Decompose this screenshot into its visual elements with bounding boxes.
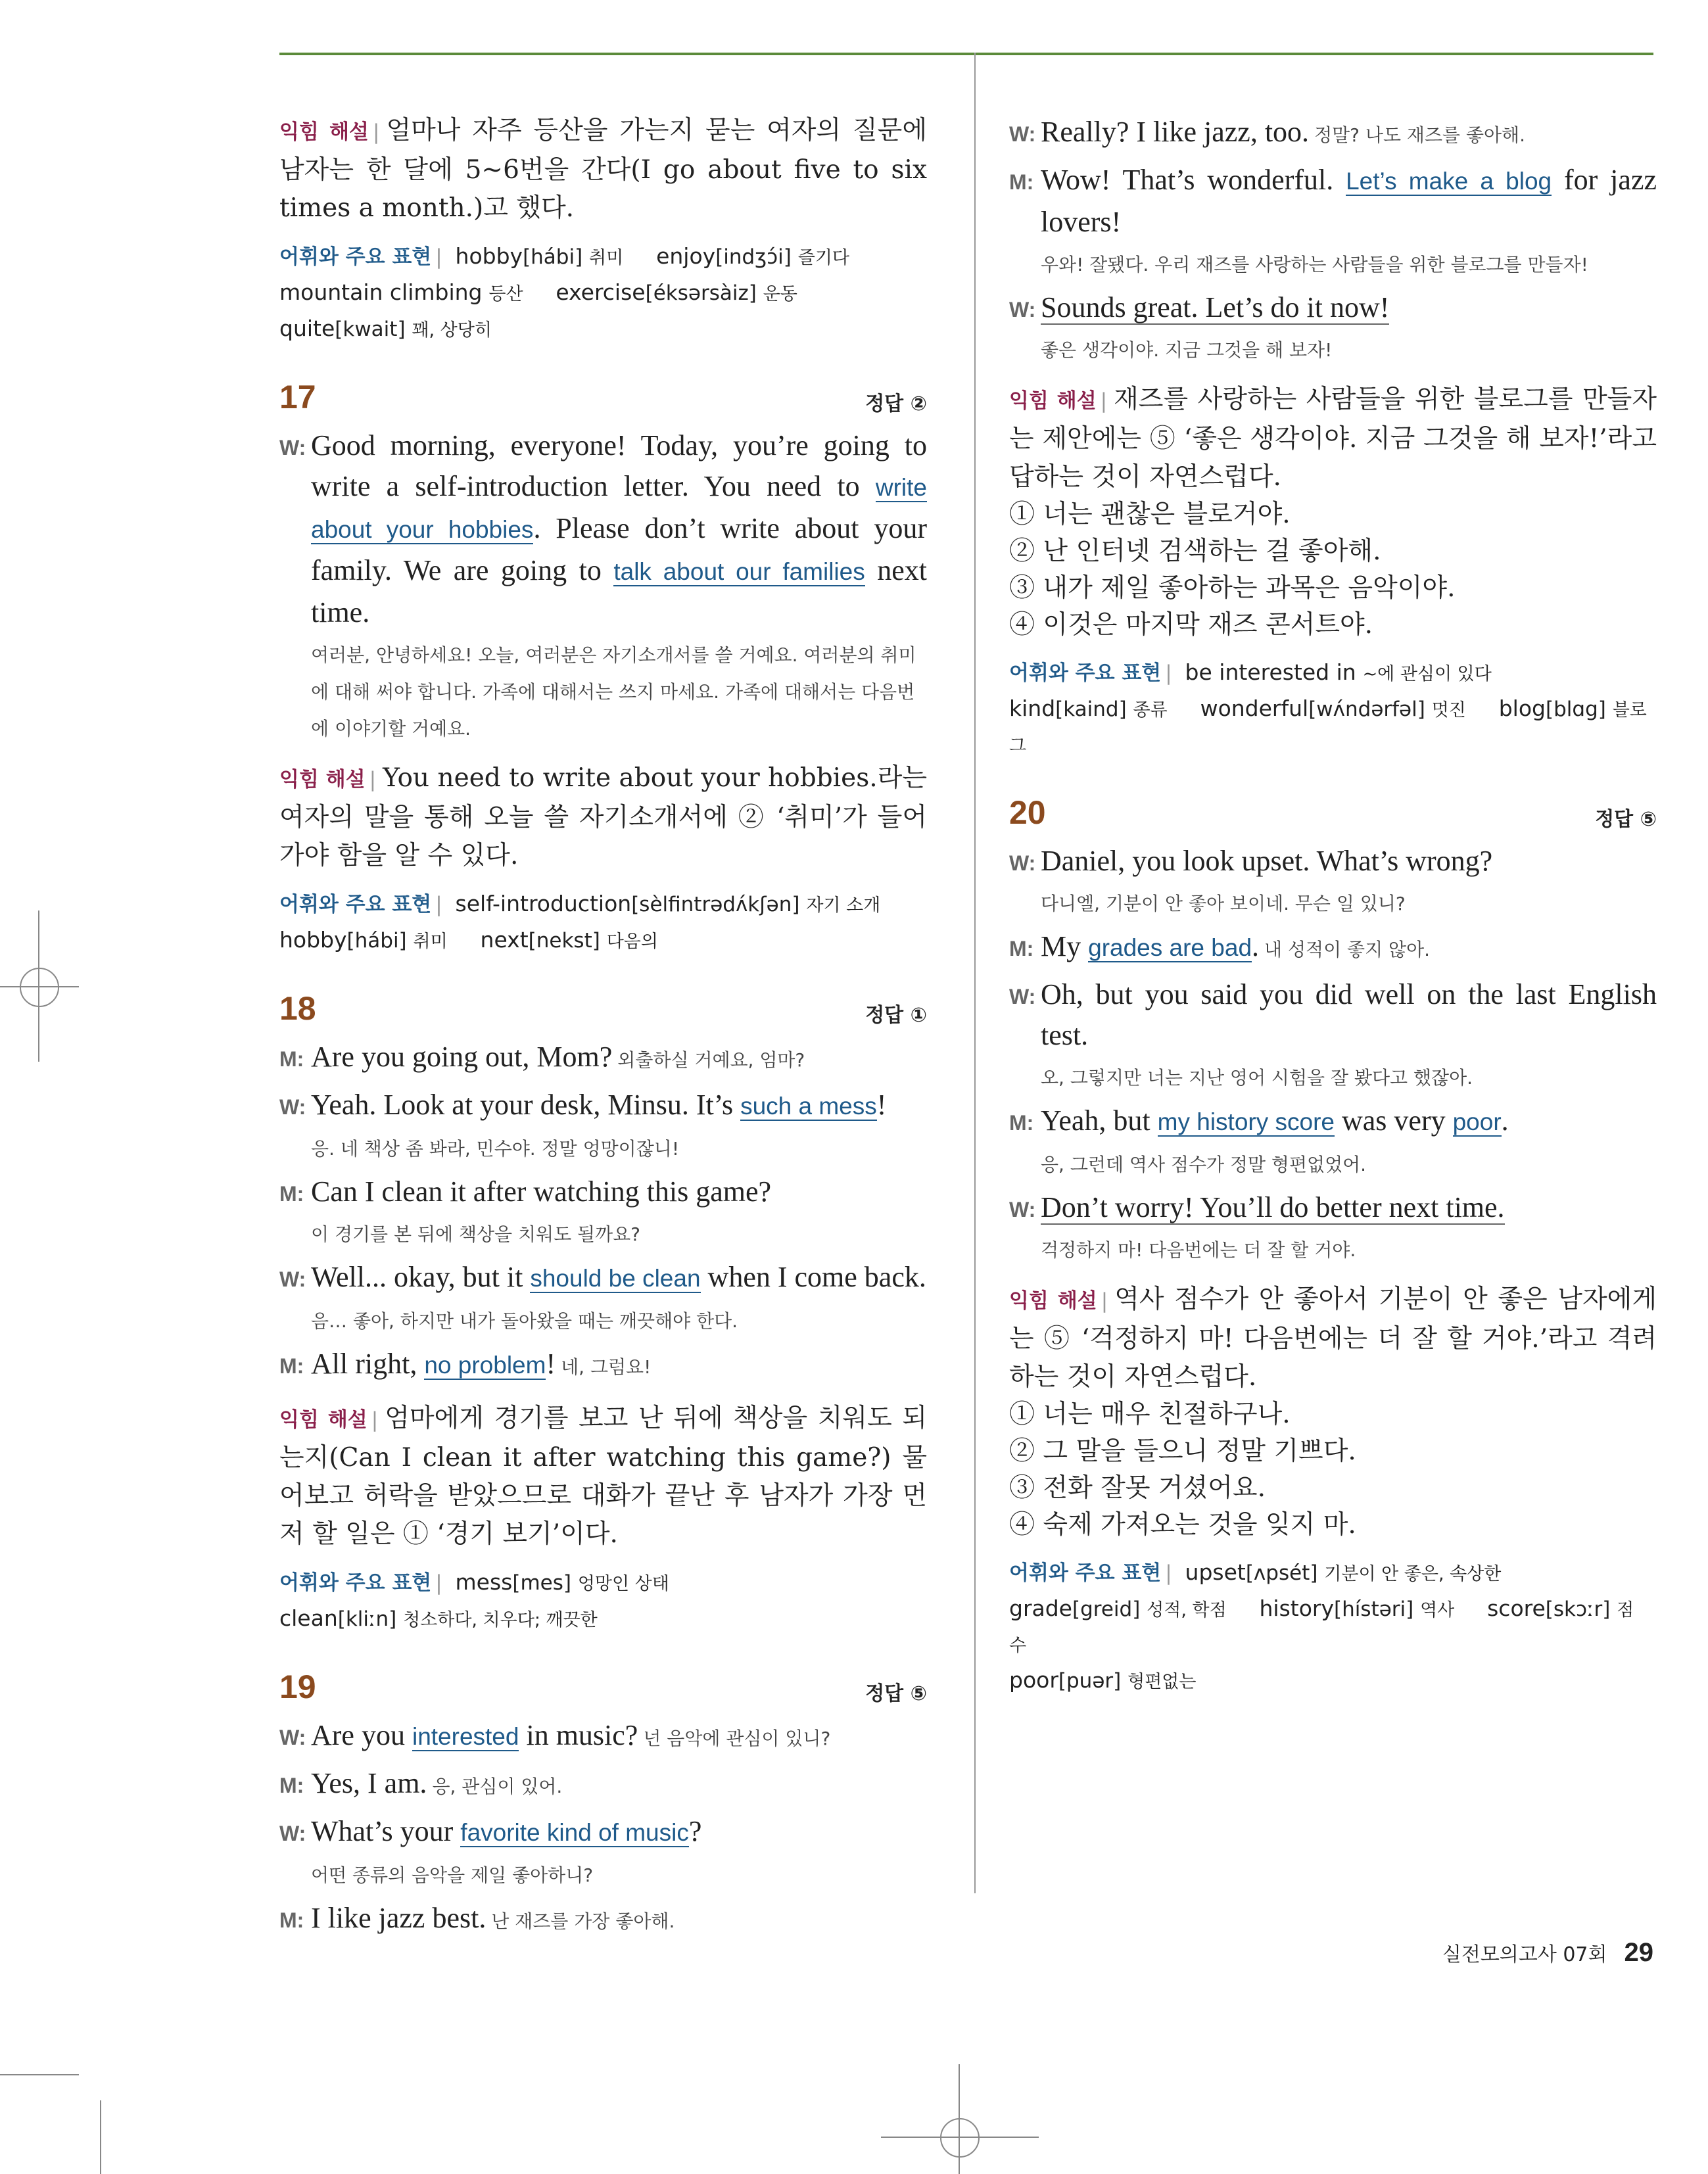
vocab-line: 어휘와 주요 표현 | self-introduction[sèlfintrədʌ́kʃən] 자기 소개: [279, 891, 881, 916]
dialogue-text: Good morning, everyone! Today, you’re going to write a self-introduction letter. You need to write about your hobbies. Please don’t write about your family. We are going to talk about our families next time.: [311, 429, 927, 628]
vocab-line: quite[kwait] 꽤, 상당히: [279, 316, 492, 341]
vocab-line: mountain climbing 등산 exercise[éksərsàiz] 운동: [279, 279, 797, 305]
answer-label: 정답 ①: [865, 1004, 927, 1027]
answer-label: 정답 ②: [865, 392, 927, 415]
option-item: ② 난 인터넷 검색하는 걸 좋아해.: [1009, 536, 1381, 566]
dialogue-line: [279, 425, 927, 633]
highlight-phrase: such a mess: [740, 1093, 877, 1120]
vocab-section: [279, 1565, 927, 1638]
option-item: ④ 이것은 마지막 재즈 콘서트야.: [1009, 610, 1373, 640]
translation: 응, 그런데 역사 점수가 정말 형편없었어.: [1041, 1154, 1367, 1175]
vocab-section: [279, 239, 927, 348]
translation: 좋은 생각이야. 지금 그것을 해 보자!: [1041, 339, 1333, 361]
option-item: ① 너는 매우 친절하구나.: [1009, 1400, 1291, 1429]
highlight-phrase: write about your hobbies: [311, 474, 927, 543]
vocab-line: 어휘와 주요 표현 | mess[mes] 엉망인 상태: [279, 1569, 669, 1595]
vocab-tag: 어휘와 주요 표현: [279, 245, 432, 269]
option-item: ① 너는 괜찮은 블로거야.: [1009, 500, 1291, 529]
page-footer: [1442, 1938, 1653, 1968]
page-number: 29: [1624, 1938, 1653, 1967]
translation: 오, 그렇지만 너는 지난 영어 시험을 잘 봤다고 했잖아.: [1041, 1067, 1473, 1089]
explanation-text: 얼마나 자주 등산을 가는지 묻는 여자의 질문에 남자는 한 달에 5~6번을 간다(I go about five to six times a month.)고 했다.: [279, 116, 927, 223]
translation: 이 경기를 본 뒤에 책상을 치워도 될까요?: [311, 1223, 641, 1245]
question-number: 18: [279, 990, 316, 1027]
registration-mark: [940, 2118, 980, 2158]
option-item: ③ 내가 제일 좋아하는 과목은 음악이야.: [1009, 573, 1456, 603]
dialogue-line: W: Don’t worry! You’ll do better next time.: [1009, 1191, 1505, 1223]
question-header-19: [279, 1668, 927, 1706]
dialogue-line: M: Can I clean it after watching this game?: [279, 1175, 772, 1208]
question-number: 17: [279, 379, 316, 415]
vocab-line: kind[kaind] 종류 wonderful[wʌ́ndərfəl] 멋진 blog[blɑg] 블로그: [1009, 696, 1647, 756]
highlight-phrase: interested: [412, 1723, 519, 1750]
crop-mark: [0, 2074, 79, 2075]
dialogue-line: M: Wow! That’s wonderful. Let’s make a blog for jazz lovers!: [1009, 164, 1657, 238]
highlight-phrase: favorite kind of music: [460, 1819, 689, 1846]
vocab-section: [279, 887, 927, 959]
option-item: ② 그 말을 들으니 정말 기쁘다.: [1009, 1436, 1356, 1466]
highlight-phrase: poor: [1452, 1108, 1502, 1135]
dialogue-line: M: Yeah, but my history score was very poor.: [1009, 1104, 1509, 1137]
option-item: ③ 전화 잘못 거셨어요.: [1009, 1473, 1266, 1503]
translation: 우와! 잘됐다. 우리 재즈를 사랑하는 사람들을 위한 블로그를 만들자!: [1041, 254, 1588, 275]
option-list: [1009, 1396, 1657, 1544]
highlight-phrase: should be clean: [530, 1265, 701, 1292]
option-item: ④ 숙제 가져오는 것을 잊지 마.: [1009, 1510, 1356, 1540]
translation: 걱정하지 마! 다음번에는 더 잘 할 거야.: [1041, 1239, 1356, 1261]
translation: 응. 네 책상 좀 봐라, 민수야. 정말 엉망이잖니!: [311, 1138, 680, 1160]
question-header-18: [279, 989, 927, 1028]
crop-mark: [100, 2100, 101, 2174]
q19-explanation-block: [1009, 381, 1657, 763]
speaker-label: W:: [279, 436, 306, 460]
answer-label: 정답 ⑤: [1595, 808, 1657, 831]
translation: 어떤 종류의 음악을 제일 좋아하니?: [311, 1864, 594, 1886]
option-list: [1009, 496, 1657, 644]
vocab-line: grade[greid] 성적, 학점 history[hístəri] 역사 score[skɔːr] 점수: [1009, 1595, 1634, 1656]
vocab-line: clean[kliːn] 청소하다, 치우다; 깨끗한: [279, 1605, 598, 1631]
q18-explanation-block: [279, 1400, 927, 1638]
vocab-line: 어휘와 주요 표현 | upset[ʌpsét] 기분이 안 좋은, 속상한: [1009, 1559, 1502, 1585]
dialogue-line: W: Really? I like jazz, too. 정말? 나도 재즈를 좋아해.: [1009, 116, 1526, 148]
dialogue-line: M: All right, no problem! 네, 그럼요!: [279, 1348, 652, 1380]
highlight-phrase: grades are bad: [1088, 934, 1252, 961]
explanation: 익힘 해설 | 엄마에게 경기를 보고 난 뒤에 책상을 치워도 되는지(Can I clean it after watching this game?) 물어보고 허락을 받았으므로 대화가 끝난 후 남자가 가장 먼저 할 일은 ① ‘경기 보기’이다.: [279, 1404, 927, 1549]
dialogue-line: W: Are you interested in music? 넌 음악에 관심이 있니?: [279, 1719, 831, 1751]
dialogue-line: W: Yeah. Look at your desk, Minsu. It’s such a mess!: [279, 1089, 887, 1121]
translation: 다니엘, 기분이 안 좋아 보이네. 무슨 일 있니?: [1041, 893, 1406, 914]
vocab-section: [1009, 1555, 1657, 1699]
registration-mark: [20, 968, 59, 1007]
highlight-phrase: no problem: [424, 1352, 546, 1379]
dialogue-line: W: Oh, but you said you did well on the last English test.: [1009, 978, 1657, 1051]
vocab-line: 어휘와 주요 표현 | hobby[hábi] 취미 enjoy[indʒɔ́i] 즐기다: [279, 243, 849, 269]
question-header-20: [1009, 793, 1657, 832]
q17-explanation-block: [279, 759, 927, 959]
explanation-tag: 익힘 해설: [279, 120, 369, 144]
top-rule: [279, 53, 1653, 55]
dialogue-line: W: Well... okay, but it should be clean when I come back.: [279, 1261, 926, 1293]
answer-label: 정답 ⑤: [865, 1682, 927, 1705]
footer-title: 실전모의고사 07회: [1442, 1943, 1607, 1966]
translation: 음… 좋아, 하지만 내가 돌아왔을 때는 깨끗해야 한다.: [311, 1310, 738, 1332]
highlight-phrase: Let’s make a blog: [1346, 168, 1552, 195]
vocab-line: poor[puər] 형편없는: [1009, 1667, 1197, 1693]
dialogue-line: W: Sounds great. Let’s do it now!: [1009, 291, 1390, 323]
question-number: 20: [1009, 794, 1046, 831]
dialogue-line: W: Daniel, you look upset. What’s wrong?: [1009, 845, 1493, 877]
column-divider: [974, 53, 976, 1893]
left-column: [279, 112, 927, 1946]
q20-explanation-block: [1009, 1281, 1657, 1699]
right-column: [1009, 112, 1657, 1714]
explanation: 익힘 해설 | 역사 점수가 안 좋아서 기분이 안 좋은 남자에게는 ⑤ ‘걱정하지 마! 다음번에는 더 잘 할 거야.’라고 격려하는 것이 자연스럽다.: [1009, 1285, 1657, 1392]
vocab-line: hobby[hábi] 취미 next[nekst] 다음의: [279, 927, 658, 953]
dialogue-line: M: Yes, I am. 응, 관심이 있어.: [279, 1767, 563, 1799]
dialogue-line: W: What’s your favorite kind of music?: [279, 1815, 702, 1847]
explanation: 익힘 해설 | 재즈를 사랑하는 사람들을 위한 블로그를 만들자는 제안에는 ⑤ ‘좋은 생각이야. 지금 그것을 해 보자!’라고 답하는 것이 자연스럽다.: [1009, 385, 1657, 492]
vocab-line: 어휘와 주요 표현 | be interested in ~에 관심이 있다: [1009, 659, 1492, 685]
question-number: 19: [279, 1668, 316, 1705]
dialogue-line: M: I like jazz best. 난 재즈를 가장 좋아해.: [279, 1902, 675, 1934]
dialogue-line: M: My grades are bad. 내 성적이 좋지 않아.: [1009, 930, 1431, 962]
highlight-phrase: my history score: [1157, 1108, 1335, 1135]
highlight-phrase: talk about our families: [613, 558, 865, 585]
translation: 여러분, 안녕하세요! 오늘, 여러분은 자기소개서를 쓸 거예요. 여러분의 취미에 대해 써야 합니다. 가족에 대해서는 쓰지 마세요. 가족에 대해서는 다음번에 이야기할 거예요.: [311, 644, 916, 740]
explanation: 익힘 해설 | 얼마나 자주 등산을 가는지 묻는 여자의 질문에 남자는 한 달에 5~6번을 간다(I go about five to six times a month.)고 했다.: [279, 116, 927, 223]
explanation: 익힘 해설 | You need to write about your hobbies.라는 여자의 말을 통해 오늘 쓸 자기소개서에 ② ‘취미’가 들어가야 함을 알 수 있다.: [279, 763, 927, 870]
q16-explanation-block: [279, 112, 927, 348]
dialogue-line: M: Are you going out, Mom? 외출하실 거예요, 엄마?: [279, 1041, 805, 1073]
question-header-17: [279, 378, 927, 416]
vocab-section: [1009, 655, 1657, 763]
